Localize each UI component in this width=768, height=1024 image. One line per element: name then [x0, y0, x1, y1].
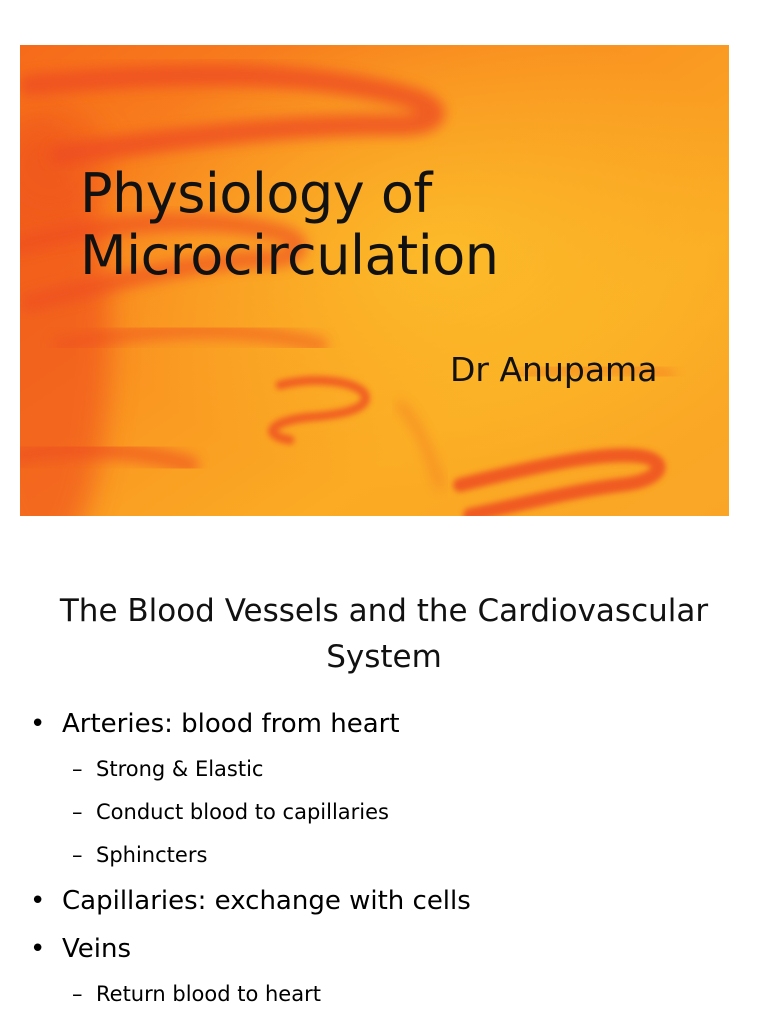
list-item-text: Arteries: blood from heart — [62, 709, 400, 739]
sub-item-sphincters — [0, 834, 768, 877]
title-line-1: Physiology of — [80, 162, 432, 225]
sub-item-conduct-blood — [0, 791, 768, 834]
list-item-veins — [0, 925, 768, 973]
list-item-capillaries — [0, 877, 768, 925]
slide-heading-line-1: The Blood Vessels and the Cardiovascular — [59, 593, 709, 629]
slide-heading — [0, 588, 768, 680]
dash-icon: – — [72, 843, 83, 867]
sub-item-text: Return blood to heart — [96, 982, 321, 1006]
list-item-arteries — [0, 700, 768, 748]
dash-icon: – — [72, 757, 83, 781]
sub-item-return-blood — [0, 973, 768, 1016]
sub-item-text: Sphincters — [96, 843, 208, 867]
title-line-2: Microcirculation — [80, 224, 499, 287]
sub-item-text: Conduct blood to capillaries — [96, 800, 389, 824]
sub-item-strong-elastic — [0, 748, 768, 791]
bullet-icon: • — [30, 709, 46, 739]
dash-icon: – — [72, 800, 83, 824]
presentation-title — [80, 163, 499, 287]
bullet-icon: • — [30, 886, 46, 916]
slide-heading-line-2: System — [326, 639, 442, 675]
sub-item-text: Strong & Elastic — [96, 757, 264, 781]
list-item-text: Capillaries: exchange with cells — [62, 886, 471, 916]
title-slide — [20, 45, 729, 516]
author-name: Dr Anupama — [450, 350, 658, 389]
bullet-list — [0, 700, 768, 1016]
list-item-text: Veins — [62, 934, 132, 964]
content-slide — [0, 560, 768, 1024]
bullet-icon: • — [30, 934, 46, 964]
dash-icon: – — [72, 982, 83, 1006]
